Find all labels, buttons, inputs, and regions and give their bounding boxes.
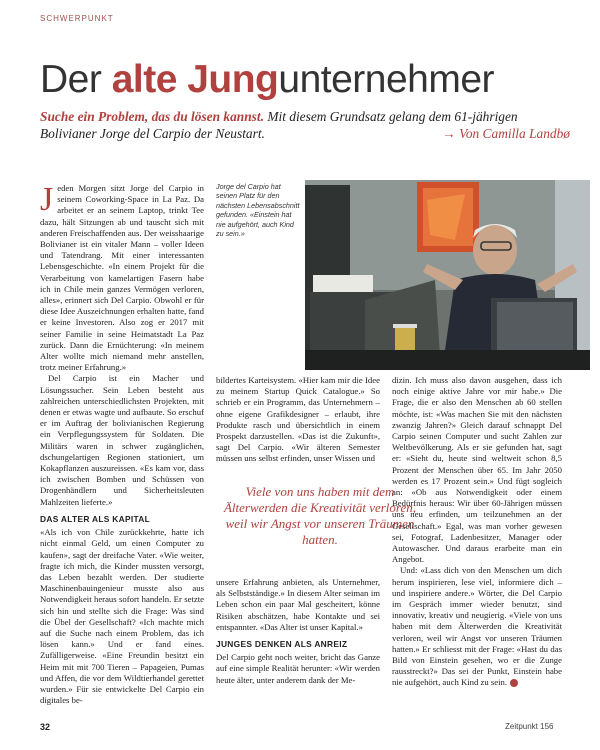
paragraph — [392, 565, 562, 688]
column-2-top — [216, 375, 380, 465]
paragraph: «Als ich von Chile zurückkehrte, hatte ich nicht einmal Geld, um einen Computer zu kaufen», sagt der dreifache Vater. «Wie weiter, fragte ich mich, die Kinder mussten versorgt, das Leben bezahlt werden. Der studierte Maschinenbauingenieur musste also aus Notwendigkeit heraus sofort handeln. Er setzte sich hin und stellte sich die Frage: Was sind die Übel der Gesellschaft? «Ich machte mich auf die Suche nach einem Problem, das ich lösen kann.» Und er fand eines. Zufälligerweise. «Eine Freundin besitzt ein Heim mit mit 700 Tieren – Papageien, Pumas und Affen, die vor dem Wildtierhandel gerettet wurden.» Für sie entwickelte Del Carpio ein digitales be- — [40, 527, 204, 706]
photo-illustration — [305, 180, 590, 370]
paragraph: dizin. Ich muss also davon ausgehen, dass ich noch einige aktive Jahre vor mir habe.» Die Frage, die er also den Menschen ab 60 stellen möchte, ist: «Was machen Sie mit den nächsten zwanzig Jahren?» Gleich darauf schnappt Del Carpio seinen Computer und sucht Zahlen zur Weltbevölkerung. Als er sie gefunden hat, sagt er: «Sieht du, heute sind weltweit schon 8,5 Prozent der Menschen über 65. Im Jahr 2050 werden es 17 Prozent sein.» Und fügt sogleich an: «Ob aus Notwendigkeit oder einem Bedürfnis heraus: Wir über 60-Jährigen müssen uns neu erfinden, um teilzunehmen an der Gesellschaft.» Egal, was man vorher gewesen sei, Fotograf, Ladenbesitzer, Manager oder Autowascher. Und daraus erarbeite man ein Angebot. — [392, 375, 562, 565]
drop-cap: J — [40, 181, 54, 218]
section-kicker: SCHWERPUNKT — [40, 14, 114, 23]
title-part-before: Der — [40, 58, 112, 101]
paragraph-text: Und: «Lass dich von den Menschen um dich herum inspirieren, lese viel, informiere dich – und inspiriere andere.» Wörter, die Del Carpio im Gespräch immer wieder benutzt, sind innovativ, kreativ und neugierig. «Viele von uns haben mit dem Älterwerden die Kreativität verloren, weil wir Angst vor unseren Träumen hatten.» Er schliesst mit der Frage: «Hast du das Bild von Einstein gesehen, wo er die Zunge rausstreckt?» Das sei der Punkt, Einstein habe nie aufgehört, auch Kind zu sein. — [392, 565, 562, 688]
title-accent: alte Jung — [111, 58, 279, 101]
paragraph: Del Carpio geht noch weiter, bricht das Ganze auf eine simple Realität herunter: «Wir werden heute älter, unter anderem dank der Me- — [216, 652, 380, 685]
lede-highlight: Suche ein Problem, das du lösen kannst. — [40, 109, 264, 124]
title-part-after: unternehmer — [278, 58, 495, 101]
column-1 — [40, 183, 204, 706]
byline: → Von Camilla Landbø — [442, 126, 570, 141]
paragraph — [40, 183, 204, 373]
column-3 — [392, 375, 562, 689]
paragraph: Del Carpio ist ein Macher und Lösungssucher. Sein Leben besteht aus zahlreichen unterschiedlichsten Projekten, mit denen er etwas wagte und aufbaute. So erschuf er im Auftrag der bolivianischen Regierung ein Verpflegungssystem für Soldaten. Die Militärs waren in schwer zugänglichen, dschungelartigen Regionen stationiert, um Kokapflanzen auszureissen. «Es kam vor, dass ich zwischen Bomben und Schüssen von Drogenhändlern und Sicherheitsleuten Mahlzeiten lieferte.» — [40, 373, 204, 507]
subheading: JUNGES DENKEN ALS ANREIZ — [216, 639, 348, 650]
column-2-bottom — [216, 577, 380, 686]
paragraph: bildertes Karteisystem. «Hier kam mir die Idee zu meinem Startup Quick Catalogue.» So schrieb er ein Programm, das Unternehmern – ohne eigene Grafikdesigner – erlaubt, ihre Produkte rasch und übersichtlich in einem Prospekt darzustellen. «Das ist die Zukunft», sagt Del Carpio. «Wir älteren Semester müssen uns selbst erfinden, unser Wissen und — [216, 375, 380, 464]
article-lede — [40, 108, 570, 142]
end-mark-icon — [510, 679, 518, 687]
page-title — [40, 58, 494, 102]
photo-caption: Jorge del Carpio hat seinen Platz für den nächsten Lebensabschnitt gefunden. «Einstein hat nie aufgehört, auch Kind zu sein.» — [216, 182, 300, 239]
paragraph: unsere Erfahrung anbieten, als Unternehmer, als Selbstständige.» In diesem Alter seiman im Leben schon ein paar Mal gescheitert, könne Risiken abschätzen, habe Kontakte und sei entspannter. «Das Alter ist unser Kapital.» — [216, 577, 380, 632]
pull-quote: Viele von uns haben mit dem Älterwerden die Kreativität verloren, weil wir Angst vor unseren Träumen hatten. — [223, 484, 417, 547]
portrait-photo — [305, 180, 590, 370]
lede-text: Mit diesem Grundsatz gelang dem 61-jährigen Bolivianer Jorge del Carpio der Neustart. — [40, 109, 518, 141]
page-number: 32 — [40, 722, 51, 732]
paragraph-text: eden Morgen sitzt Jorge del Carpio in seinem Coworking-Space in La Paz. Da arbeitet er an seinem Laptop, trinkt Tee dazu, hält Sitzungen ab und tauscht sich mit anderen Freischaffenden aus. Der weisshaarige Bolivianer ist ein vitaler Mann – voller Ideen und Tatendrang. Mit einer interessanten Lebensgeschichte. «In einem Projekt für die Verarbeitung von kamelartigen Fasern habe ich in Chile mein ganzes Vermögen verloren, alles», erinnert sich Del Carpio. Obwohl er für diese Idee Auszeichnungen erhalten hatte, fand er keine Investoren. Also zog er 2017 mit seiner Familie in seine Heimatstadt La Paz zurück. Dann die Ernüchterung: «In meinem Alter wollte mich niemand mehr anstellen, trotz meiner Erfahrung.» — [40, 183, 204, 373]
subheading: DAS ALTER ALS KAPITAL — [40, 513, 151, 524]
magazine-issue: Zeitpunkt 156 — [505, 722, 554, 731]
